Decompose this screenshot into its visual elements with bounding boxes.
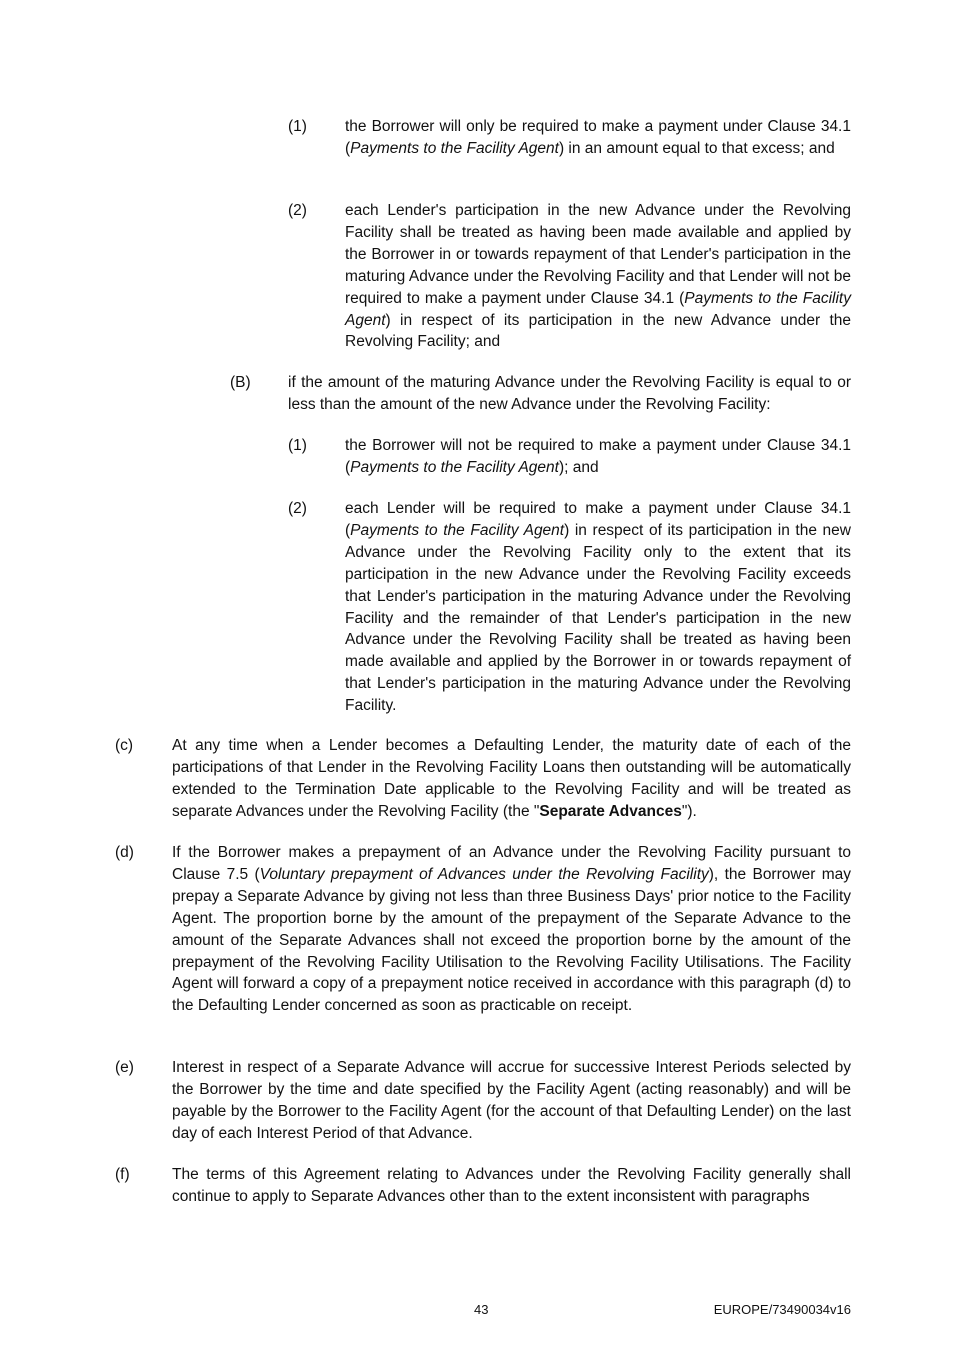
item-e-label: (e)	[115, 1059, 134, 1076]
item-d-label: (d)	[115, 844, 134, 861]
item-a1-label: (1)	[288, 118, 307, 135]
item-f-label: (f)	[115, 1166, 130, 1183]
item-c-text: At any time when a Lender becomes a Defaulting Lender, the maturity date of each of the participations of that Lender in the Revolving Facility Loans then outstanding will be automatically extended to the Termination Date applicable to the Revolving Facility and will be treated as separate Advances under the Revolving Facility (the "Separate Advances").	[172, 737, 851, 820]
item-a2-label: (2)	[288, 202, 307, 219]
item-a1-text: the Borrower will only be required to make a payment under Clause 34.1 (Payments to the Facility Agent) in an amount equal to that excess; and	[345, 118, 851, 157]
item-c-label: (c)	[115, 737, 134, 754]
item-b2-text: each Lender will be required to make a payment under Clause 34.1 (Payments to the Facility Agent) in respect of its participation in the new Advance under the Revolving Facility only to the extent that its participation in the new Advance under the Revolving Facility exceeds that Lender's participation in the maturing Advance under the Revolving Facility and the remainder of that Lender's participation in the new Advance under the Revolving Facility shall be treated as having been made available and applied by the Borrower in or towards repayment of that Lender's participation in the maturing Advance under the Revolving Facility.	[345, 500, 851, 715]
item-f-text: The terms of this Agreement relating to Advances under the Revolving Facility generally shall continue to apply to Separate Advances other than to the extent inconsistent with paragraphs	[172, 1166, 851, 1205]
document-reference: EUROPE/73490034v16	[713, 1302, 851, 1317]
item-B-text: if the amount of the maturing Advance under the Revolving Facility is equal to or less than the amount of the new Advance under the Revolving Facility:	[288, 374, 851, 413]
item-b1-text: the Borrower will not be required to make a payment under Clause 34.1 (Payments to the Facility Agent); and	[345, 437, 851, 476]
item-e-text: Interest in respect of a Separate Advance will accrue for successive Interest Periods selected by the Borrower by the time and date specified by the Facility Agent (acting reasonably) and will be payable by the Borrower to the Facility Agent (for the account of that Defaulting Lender) on the last day of each Interest Period of that Advance.	[172, 1059, 851, 1142]
item-b2-label: (2)	[288, 500, 307, 517]
item-B-label: (B)	[230, 374, 251, 391]
item-a2-text: each Lender's participation in the new Advance under the Revolving Facility shall be treated as having been made available and applied by the Borrower in or towards repayment of that Lender's participation in the maturing Advance under the Revolving Facility and that Lender will not be required to make a payment under Clause 34.1 (Payments to the Facility Agent) in respect of its participation in the new Advance under the Revolving Facility; and	[345, 202, 851, 351]
page-number: 43	[474, 1302, 489, 1317]
item-b1-label: (1)	[288, 437, 307, 454]
item-d-text: If the Borrower makes a prepayment of an Advance under the Revolving Facility pursuant to Clause 7.5 (Voluntary prepayment of Advances under the Revolving Facility), the Borrower may prepay a Separate Advance by giving not less than three Business Days' prior notice to the Facility Agent. The proportion borne by the amount of the prepayment of the Separate Advance to the amount of the Separate Advances shall not exceed the proportion borne by the amount of the prepayment of the Revolving Facility Utilisation to the Revolving Facility Utilisations. The Facility Agent will forward a copy of a prepayment notice received in accordance with this paragraph (d) to the Defaulting Lender concerned as soon as practicable on receipt.	[172, 844, 851, 1015]
